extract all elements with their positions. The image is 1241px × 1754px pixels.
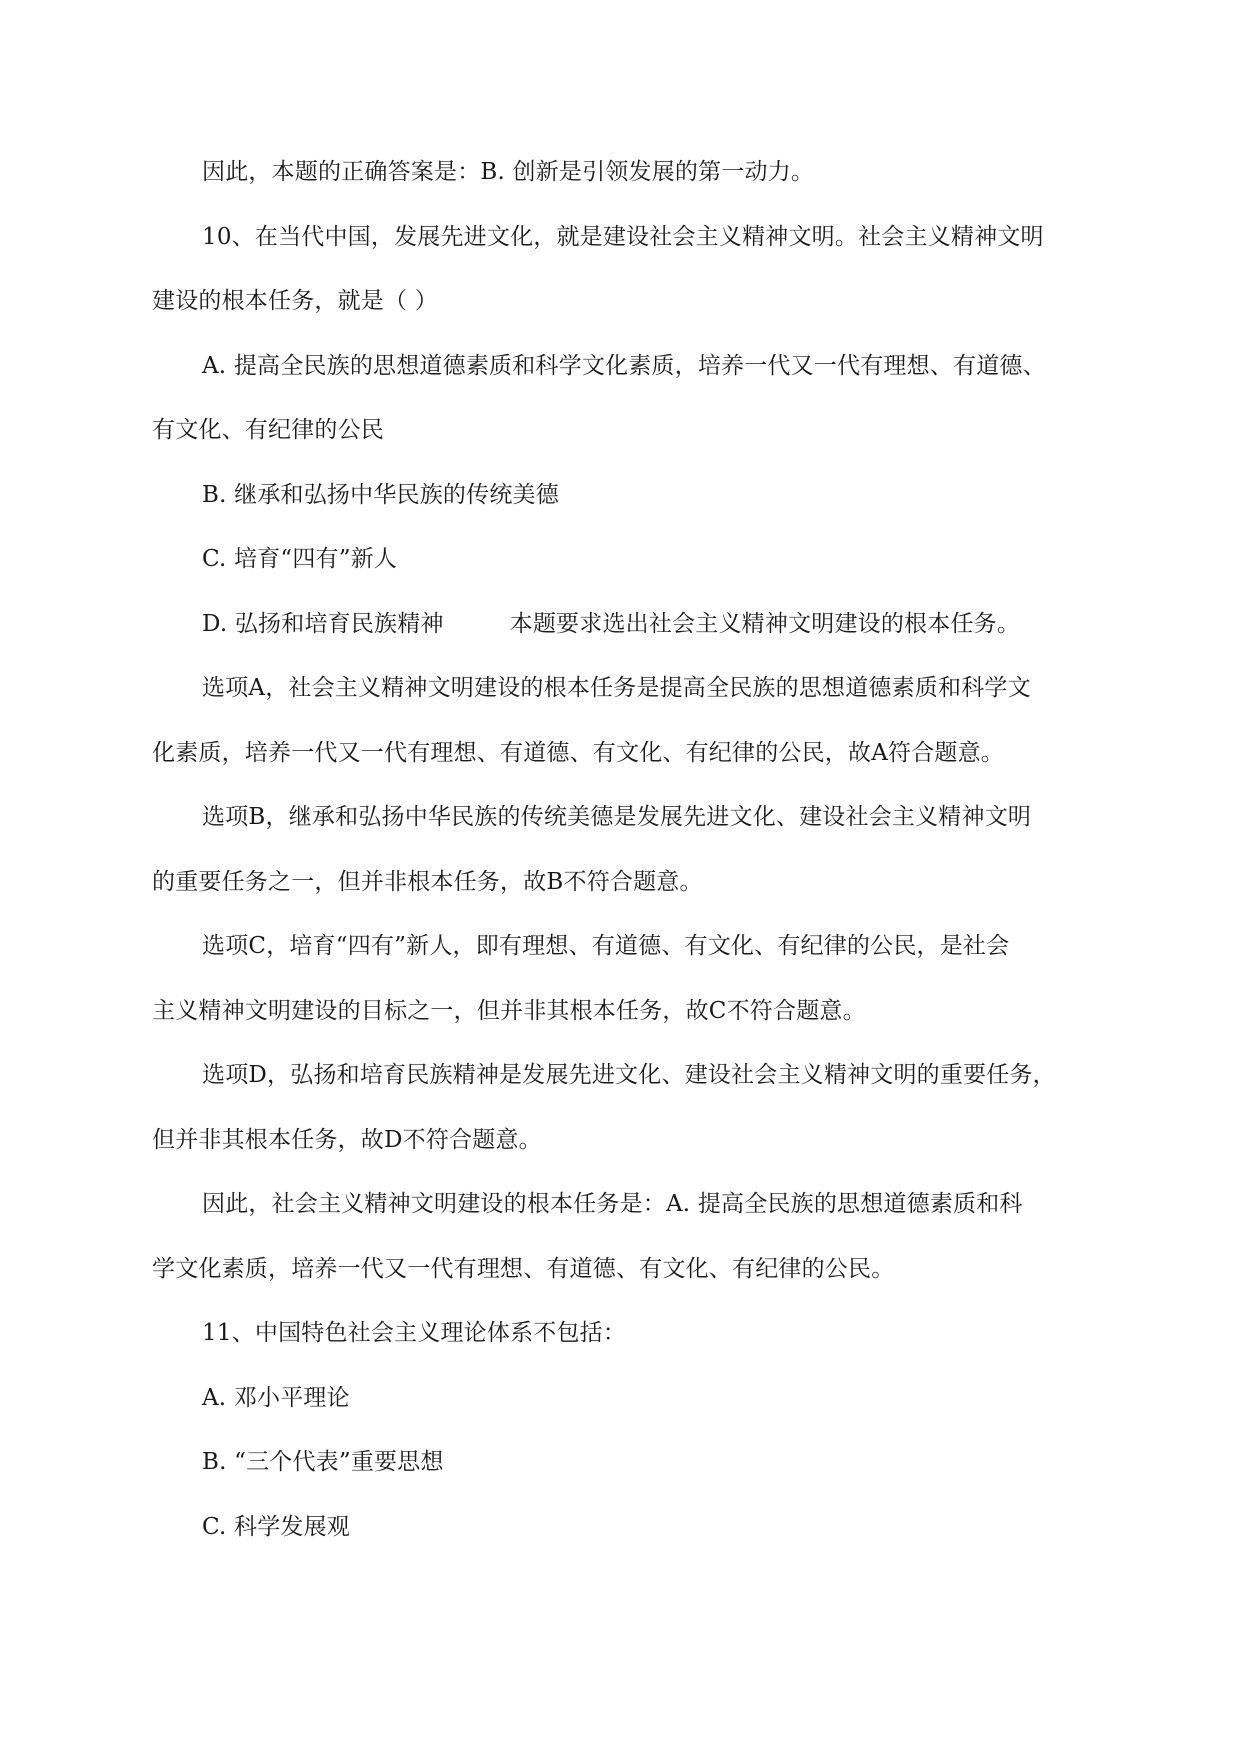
q10-option-b: B. 继承和弘扬中华民族的传统美德 (202, 481, 559, 508)
document-page (152, 140, 1102, 1559)
q10-analysis-a-line-1: 选项A，社会主义精神文明建设的根本任务是提高全民族的思想道德素质和科学文 (202, 675, 1031, 701)
q10-analysis-b-line-2: 的重要任务之一，但并非根本任务，故B不符合题意。 (152, 868, 703, 895)
q11-stem: 11、中国特色社会主义理论体系不包括： (202, 1320, 627, 1346)
q10-stem-line-2: 建设的根本任务，就是（ ） (152, 288, 438, 314)
q10-analysis-d-line-1: 选项D，弘扬和培育民族精神是发展先进文化、建设社会主义精神文明的重要任务， (202, 1062, 1056, 1088)
q10-analysis-a-line-2: 化素质，培养一代又一代有理想、有道德、有文化、有纪律的公民，故A符合题意。 (152, 739, 1005, 766)
q9-conclusion: 因此，本题的正确答案是：B. 创新是引领发展的第一动力。 (202, 159, 815, 185)
q11-option-b: B. “三个代表”重要思想 (202, 1449, 444, 1475)
q10-analysis-intro: 本题要求选出社会主义精神文明建设的根本任务。 (509, 610, 1021, 637)
q10-option-a-line-1: A. 提高全民族的思想道德素质和科学文化素质，培养一代又一代有理想、有道德、 (202, 352, 1046, 379)
q10-conclusion-line-1: 因此，社会主义精神文明建设的根本任务是：A. 提高全民族的思想道德素质和科 (202, 1191, 1023, 1217)
q11-option-c: C. 科学发展观 (202, 1513, 351, 1540)
q10-analysis-c-line-1: 选项C，培育“四有”新人，即有理想、有道德、有文化、有纪律的公民，是社会 (202, 933, 1010, 959)
q10-option-c: C. 培育“四有”新人 (202, 546, 398, 572)
q11-option-a: A. 邓小平理论 (202, 1384, 350, 1411)
q10-analysis-d-line-2: 但并非其根本任务，故D不符合题意。 (152, 1126, 542, 1153)
q10-analysis-b-line-1: 选项B，继承和弘扬中华民族的传统美德是发展先进文化、建设社会主义精神文明 (202, 804, 1032, 830)
q10-option-d-row (152, 592, 1102, 657)
q10-conclusion-line-2: 学文化素质，培养一代又一代有理想、有道德、有文化、有纪律的公民。 (152, 1255, 895, 1282)
q10-option-a-line-2: 有文化、有纪律的公民 (152, 417, 384, 443)
q10-stem-line-1: 10、在当代中国，发展先进文化，就是建设社会主义精神文明。社会主义精神文明 (202, 223, 1044, 250)
q10-analysis-c-line-2: 主义精神文明建设的目标之一，但并非其根本任务，故C不符合题意。 (152, 997, 866, 1024)
q10-option-d: D. 弘扬和培育民族精神 (202, 610, 444, 637)
